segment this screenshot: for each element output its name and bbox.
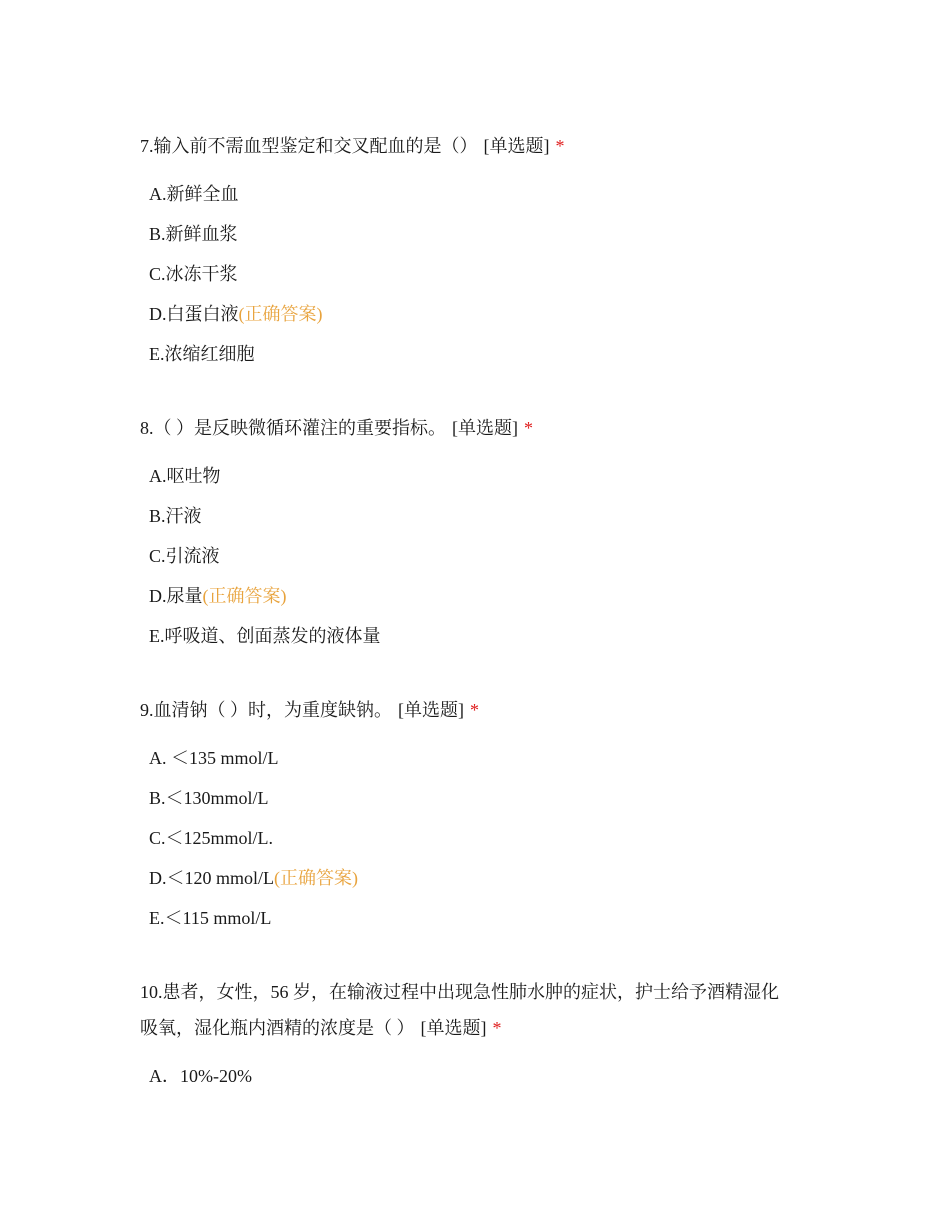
option-e[interactable] <box>140 616 820 656</box>
option-e[interactable] <box>140 898 820 938</box>
option-list <box>140 456 820 656</box>
question-title <box>140 128 820 164</box>
option-a[interactable] <box>140 1056 820 1096</box>
option-d[interactable] <box>140 576 820 616</box>
question-type: [单选题] <box>398 700 464 720</box>
question-title <box>140 692 820 728</box>
option-label: E.＜115 mmol/L <box>149 908 272 928</box>
required-mark: * <box>492 1018 502 1038</box>
option-label: A．10%-20% <box>149 1066 252 1086</box>
option-b[interactable] <box>140 778 820 818</box>
option-b[interactable] <box>140 496 820 536</box>
question-9 <box>140 692 820 938</box>
question-10 <box>140 974 820 1096</box>
question-text: 9.血清钠（ ）时，为重度缺钠。 <box>140 700 392 720</box>
question-type: [单选题] <box>483 136 550 156</box>
option-label: C.冰冻干浆 <box>149 264 238 284</box>
question-8 <box>140 410 820 656</box>
required-mark: * <box>555 136 565 156</box>
option-list <box>140 738 820 938</box>
option-label: E.浓缩红细胞 <box>149 344 255 364</box>
option-a[interactable] <box>140 738 820 778</box>
option-label: A. ＜135 mmol/L <box>149 748 279 768</box>
option-label: C.引流液 <box>149 546 220 566</box>
option-label: E.呼吸道、创面蒸发的液体量 <box>149 626 381 646</box>
question-text: 7.输入前不需血型鉴定和交叉配血的是（） <box>140 136 478 156</box>
correct-answer-tag: (正确答案) <box>238 304 323 324</box>
correct-answer-tag: (正确答案) <box>202 586 287 606</box>
option-d[interactable] <box>140 858 820 898</box>
option-list <box>140 174 820 374</box>
option-e[interactable] <box>140 334 820 374</box>
question-text-line2: 吸氧，湿化瓶内酒精的浓度是（ ） <box>140 1018 415 1038</box>
option-label: B.＜130mmol/L <box>149 788 269 808</box>
option-a[interactable] <box>140 456 820 496</box>
required-mark: * <box>524 418 533 438</box>
option-label: B.汗液 <box>149 506 202 526</box>
option-a[interactable] <box>140 174 820 214</box>
question-text-line1: 10.患者，女性，56 岁，在输液过程中出现急性肺水肿的症状，护士给予酒精湿化 <box>140 982 779 1002</box>
option-d[interactable] <box>140 294 820 334</box>
question-title <box>140 974 820 1046</box>
option-label: A.呕吐物 <box>149 466 221 486</box>
option-c[interactable] <box>140 536 820 576</box>
option-label: A.新鲜全血 <box>149 184 239 204</box>
option-b[interactable] <box>140 214 820 254</box>
question-text: 8.（ ）是反映微循环灌注的重要指标。 <box>140 418 446 438</box>
option-label: D.＜120 mmol/L <box>149 868 274 888</box>
required-mark: * <box>470 700 479 720</box>
option-c[interactable] <box>140 818 820 858</box>
option-label: D.白蛋白液 <box>149 304 239 324</box>
question-type: [单选题] <box>452 418 518 438</box>
option-list <box>140 1056 820 1096</box>
question-type: [单选题] <box>420 1018 487 1038</box>
option-label: B.新鲜血浆 <box>149 224 238 244</box>
question-title <box>140 410 820 446</box>
option-label: D.尿量 <box>149 586 203 606</box>
option-label: C.＜125mmol/L. <box>149 828 274 848</box>
option-c[interactable] <box>140 254 820 294</box>
correct-answer-tag: (正确答案) <box>274 868 358 888</box>
question-7 <box>140 128 820 374</box>
